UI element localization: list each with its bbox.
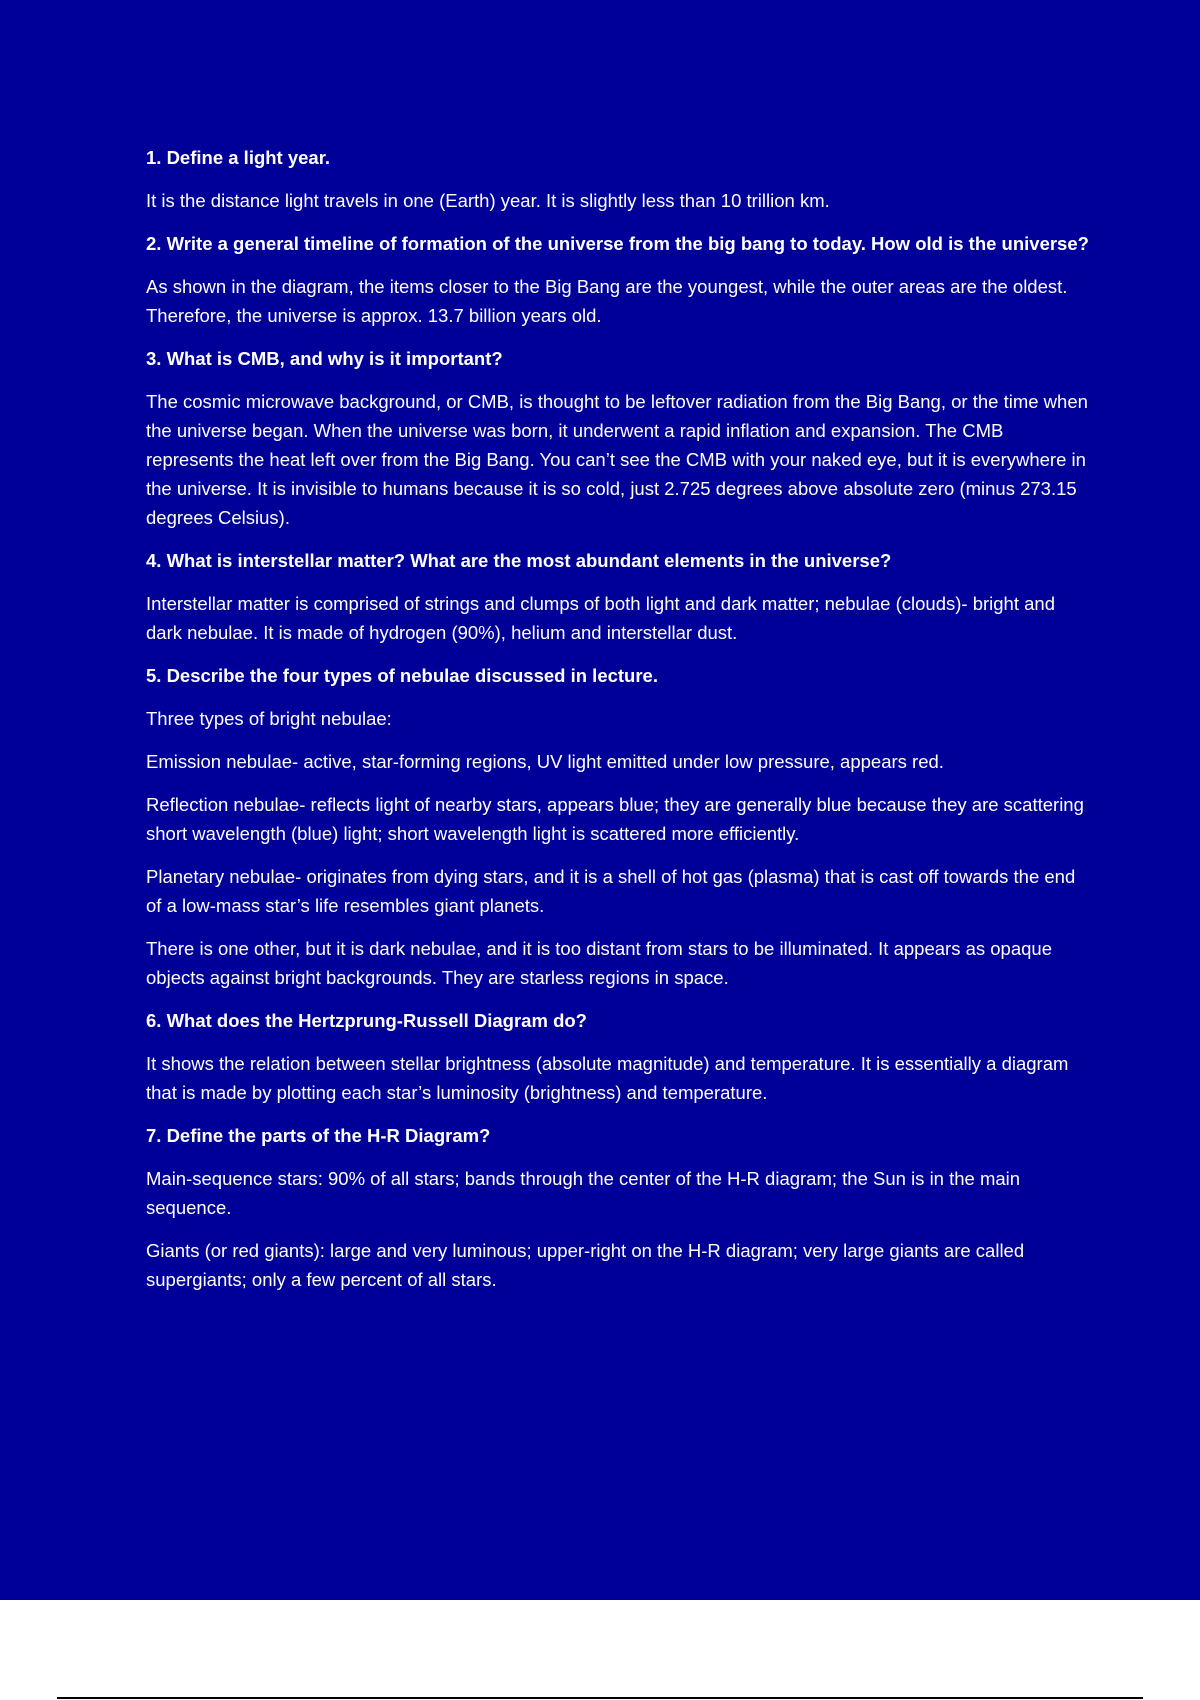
answer-5-reflection: Reflection nebulae- reflects light of nearby stars, appears blue; they are generally blue because they are scattering short wavelength (blue) light; short wavelength light is scattered more efficiently.: [146, 794, 1084, 844]
question-4: 4. What is interstellar matter? What are the most abundant elements in the universe?: [146, 550, 892, 571]
question-3: 3. What is CMB, and why is it important?: [146, 348, 503, 369]
question-2: 2. Write a general timeline of formation of the universe from the big bang to today. How old is the universe?: [146, 233, 1089, 254]
page-footer: [0, 1600, 1200, 1700]
answer-5-intro: Three types of bright nebulae:: [146, 708, 392, 729]
question-5: 5. Describe the four types of nebulae discussed in lecture.: [146, 665, 658, 686]
answer-7-main-sequence: Main-sequence stars: 90% of all stars; bands through the center of the H-R diagram; the Sun is in the main sequence.: [146, 1168, 1021, 1218]
answer-4: Interstellar matter is comprised of strings and clumps of both light and dark matter; nebulae (clouds)- bright and dark nebulae. It is made of hydrogen (90%), helium and interstellar dust.: [146, 593, 1055, 643]
answer-3: The cosmic microwave background, or CMB, is thought to be leftover radiation from the Big Bang, or the time when the universe began. When the universe was born, it underwent a rapid inflation and expansion. The CMB represents the heat left over from the Big Bang. You can’t see the CMB with your naked eye, but it is everywhere in the universe. It is invisible to humans because it is so cold, just 2.725 degrees above absolute zero (minus 273.15 degrees Celsius).: [146, 391, 1088, 528]
answer-5-dark: There is one other, but it is dark nebulae, and it is too distant from stars to be illuminated. It appears as opaque objects against bright backgrounds. They are starless regions in space.: [146, 938, 1052, 988]
footer-divider: [57, 1697, 1143, 1699]
question-6: 6. What does the Hertzprung-Russell Diagram do?: [146, 1010, 587, 1031]
answer-2: As shown in the diagram, the items closer to the Big Bang are the youngest, while the outer areas are the oldest. Therefore, the universe is approx. 13.7 billion years old.: [146, 276, 1068, 326]
answer-1: It is the distance light travels in one (Earth) year. It is slightly less than 10 trillion km.: [146, 190, 830, 211]
question-7: 7. Define the parts of the H-R Diagram?: [146, 1125, 491, 1146]
answer-7-giants: Giants (or red giants): large and very luminous; upper-right on the H-R diagram; very large giants are called supergiants; only a few percent of all stars.: [146, 1240, 1025, 1290]
answer-5-emission: Emission nebulae- active, star-forming regions, UV light emitted under low pressure, appears red.: [146, 751, 944, 772]
answer-5-planetary: Planetary nebulae- originates from dying stars, and it is a shell of hot gas (plasma) that is cast off towards the end of a low-mass star’s life resembles giant planets.: [146, 866, 1076, 916]
document-body: [146, 143, 1095, 1294]
answer-6: It shows the relation between stellar brightness (absolute magnitude) and temperature. It is essentially a diagram that is made by plotting each star’s luminosity (brightness) and temperature.: [146, 1053, 1069, 1103]
question-1: 1. Define a light year.: [146, 147, 331, 168]
